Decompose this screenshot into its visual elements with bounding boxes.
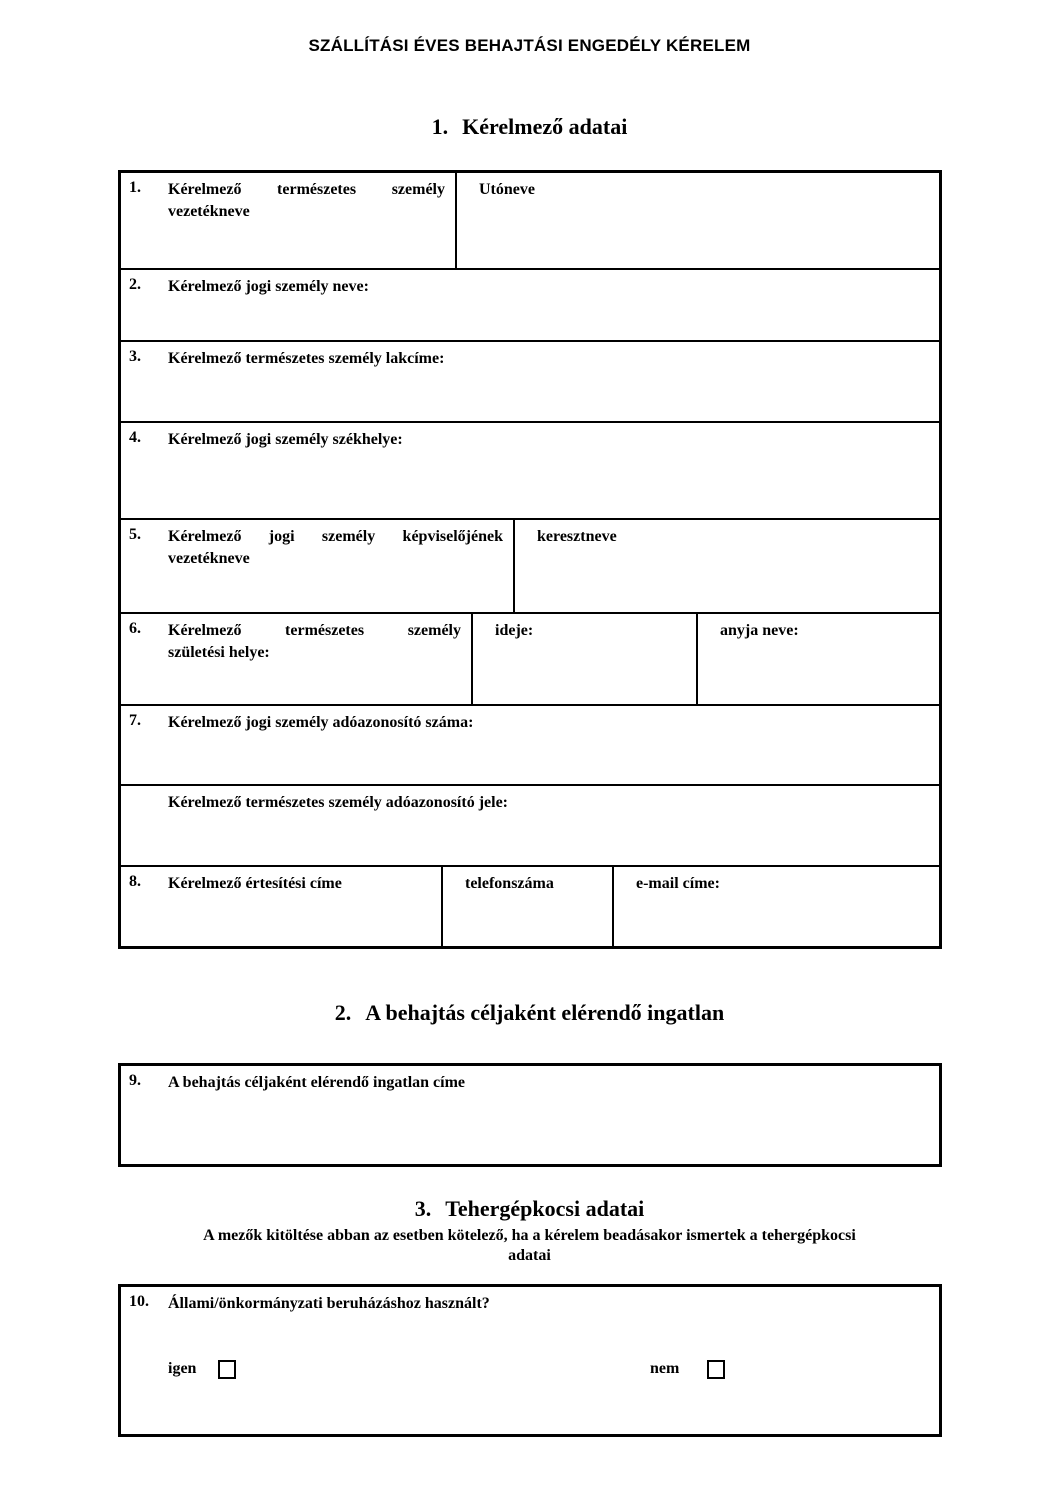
row-number: 7.: [129, 712, 141, 729]
field-natural-person-tax-id[interactable]: [121, 786, 939, 865]
field-property-address[interactable]: [121, 1066, 939, 1164]
section-3-number: 3.: [414, 1196, 432, 1221]
table-row: [121, 520, 939, 614]
truck-table: [118, 1284, 942, 1437]
field-birth-place[interactable]: [121, 614, 471, 704]
field-email[interactable]: [612, 867, 939, 946]
field-label: telefonszáma: [465, 875, 554, 892]
section-3-title: Tehergépkocsi adatai: [445, 1196, 645, 1221]
field-label: Kérelmező természetes személy adóazonosító jele:: [168, 794, 508, 811]
table-row: [121, 173, 939, 270]
field-applicant-surname[interactable]: [121, 173, 455, 268]
checkbox-no[interactable]: [707, 1360, 725, 1379]
row-number: 2.: [129, 276, 141, 293]
field-label: anyja neve:: [720, 622, 799, 639]
field-label: ideje:: [495, 622, 534, 639]
field-label: keresztneve: [537, 528, 617, 545]
row-number: 3.: [129, 348, 141, 365]
row-number: 5.: [129, 526, 141, 543]
field-phone-number[interactable]: [441, 867, 612, 946]
field-label: Kérelmező jogi személy székhelye:: [168, 431, 403, 448]
section-1-number: 1.: [431, 114, 449, 139]
section-2-heading: [0, 1000, 1059, 1026]
field-label: Kérelmező természetes személy lakcíme:: [168, 350, 445, 367]
field-label: Kérelmező jogi személy képviselőjének vezetékneve: [168, 528, 503, 567]
table-row: [121, 1287, 939, 1434]
row-number: 10.: [129, 1293, 149, 1310]
field-legal-entity-seat[interactable]: [121, 423, 939, 518]
section-3-subtitle: [0, 1226, 1059, 1266]
field-label: Kérelmező természetes személy születési helye:: [168, 622, 461, 661]
row-number: 4.: [129, 429, 141, 446]
row-number: 6.: [129, 620, 141, 637]
field-state-investment[interactable]: [121, 1287, 939, 1434]
field-mother-name[interactable]: [696, 614, 939, 704]
table-row: [121, 867, 939, 946]
row-number: 9.: [129, 1072, 141, 1089]
field-birth-date[interactable]: [471, 614, 696, 704]
subtitle-line-1: A mezők kitöltése abban az esetben kötelező, ha a kérelem beadásakor ismertek a tehergépkocsi: [203, 1227, 856, 1244]
field-representative-givenname[interactable]: [513, 520, 939, 612]
table-row: [121, 614, 939, 706]
table-row: [121, 423, 939, 520]
field-natural-person-address[interactable]: [121, 342, 939, 421]
section-3-heading: [0, 1196, 1059, 1222]
section-2-title: A behajtás céljaként elérendő ingatlan: [365, 1000, 725, 1025]
field-notification-address[interactable]: [121, 867, 441, 946]
field-applicant-givenname[interactable]: [455, 173, 939, 268]
field-label: A behajtás céljaként elérendő ingatlan címe: [168, 1074, 466, 1091]
option-no-label: nem: [650, 1360, 680, 1377]
field-label: Kérelmező természetes személy vezetékneve: [168, 181, 445, 220]
field-legal-entity-name[interactable]: [121, 270, 939, 340]
property-table: [118, 1063, 942, 1167]
field-label: Utóneve: [479, 181, 535, 198]
field-legal-entity-tax-number[interactable]: [121, 706, 939, 784]
field-label: e-mail címe:: [636, 875, 720, 892]
field-label: Kérelmező jogi személy adóazonosító száma:: [168, 714, 474, 731]
table-row: [121, 270, 939, 342]
document-title: SZÁLLÍTÁSI ÉVES BEHAJTÁSI ENGEDÉLY KÉRELEM: [308, 36, 751, 55]
applicant-data-table: [118, 170, 942, 949]
subtitle-line-2: adatai: [508, 1247, 551, 1264]
field-label: Kérelmező értesítési címe: [168, 875, 342, 892]
table-row: [121, 786, 939, 867]
field-label: Állami/önkormányzati beruházáshoz használt?: [168, 1295, 490, 1312]
table-row: [121, 706, 939, 786]
field-label: Kérelmező jogi személy neve:: [168, 278, 369, 295]
checkbox-yes[interactable]: [218, 1360, 236, 1379]
table-row: [121, 342, 939, 423]
row-number: 8.: [129, 873, 141, 890]
table-row: [121, 1066, 939, 1164]
section-1-title: Kérelmező adatai: [462, 114, 628, 139]
option-yes-label: igen: [168, 1360, 197, 1377]
section-1-heading: [0, 114, 1059, 140]
field-representative-surname[interactable]: [121, 520, 513, 612]
section-2-number: 2.: [334, 1000, 352, 1025]
row-number: 1.: [129, 179, 141, 196]
